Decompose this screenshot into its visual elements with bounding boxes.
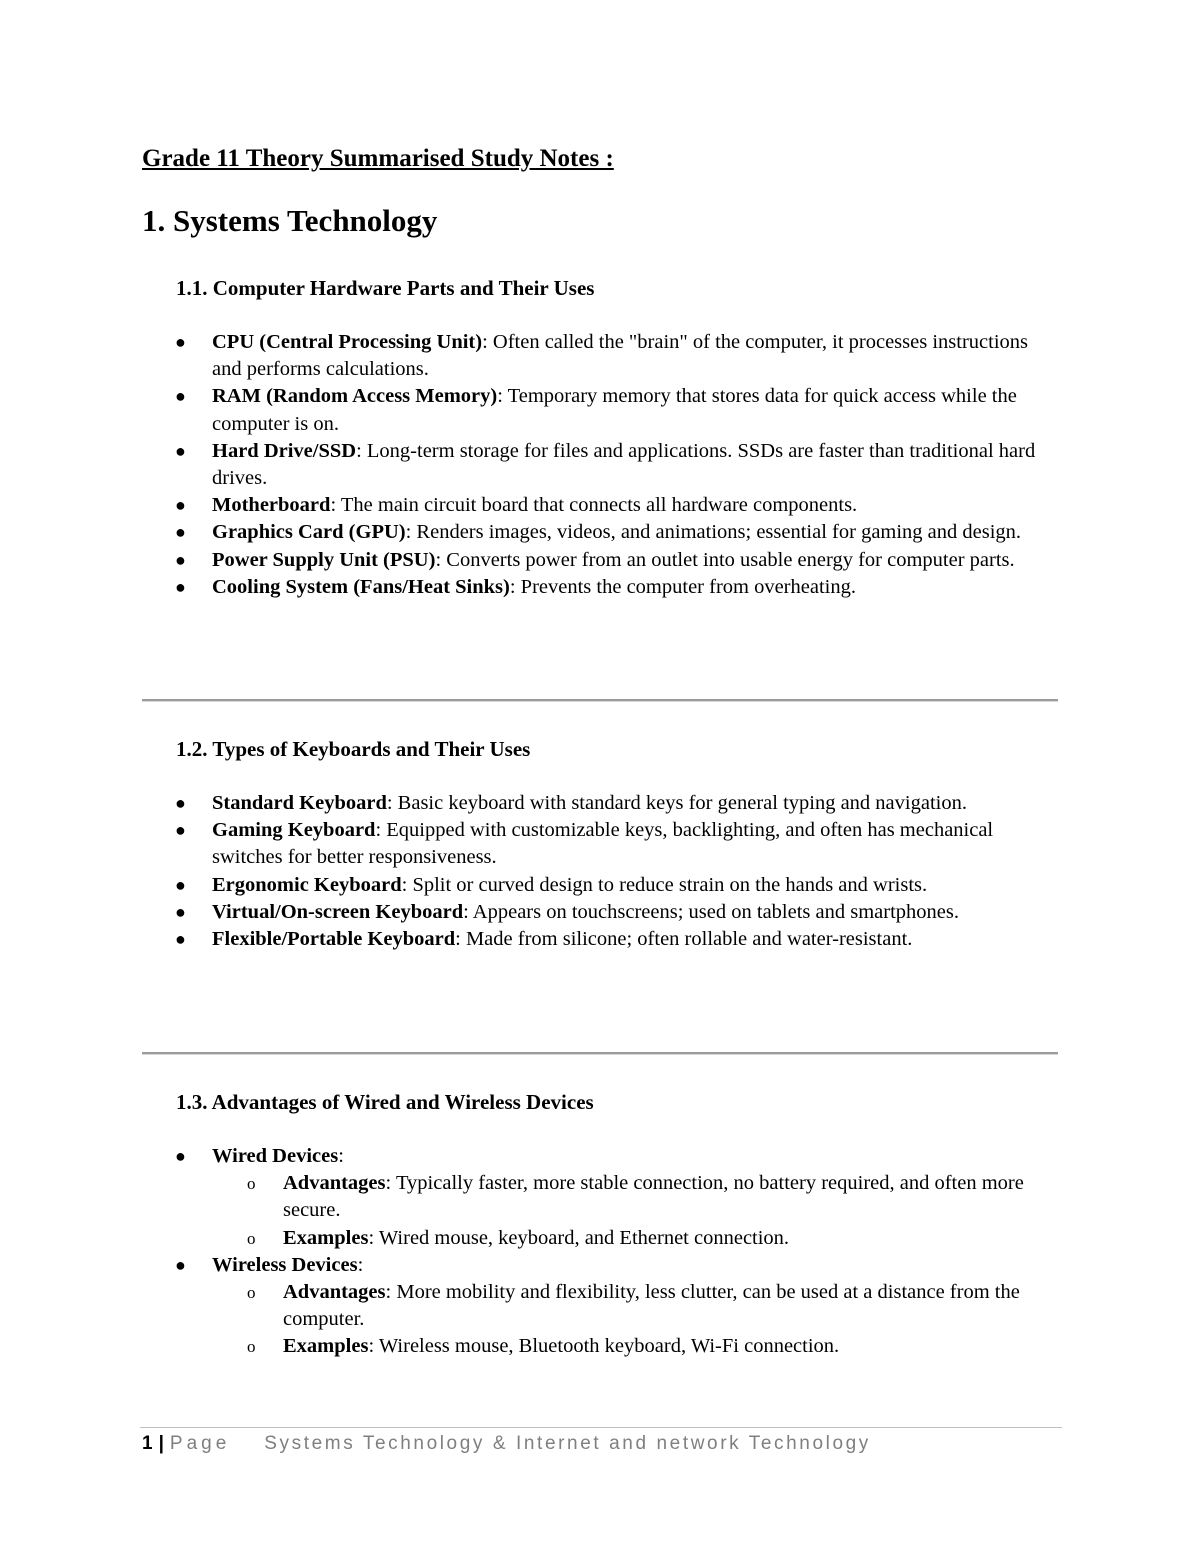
list-item bbox=[0, 492, 1062, 519]
list-item bbox=[0, 329, 1062, 383]
bullet-icon: ● bbox=[175, 1146, 186, 1166]
item-description: : Prevents the computer from overheating. bbox=[509, 575, 856, 598]
bullet-icon: ● bbox=[175, 495, 186, 516]
item-term: Advantages bbox=[283, 1172, 386, 1195]
bullet-icon: ● bbox=[175, 386, 186, 407]
item-term: Wireless Devices bbox=[212, 1253, 358, 1276]
item-description: : Typically faster, more stable connection, no battery required, and often more secure. bbox=[283, 1172, 1024, 1222]
bullet-icon: ● bbox=[175, 522, 186, 543]
item-term: Examples bbox=[283, 1226, 369, 1249]
item-description: : More mobility and flexibility, less clutter, can be used at a distance from the computer. bbox=[283, 1281, 1020, 1331]
item-term: Motherboard bbox=[212, 494, 331, 517]
item-colon: : bbox=[357, 1253, 364, 1276]
sub-list-item bbox=[0, 1225, 1048, 1252]
bullet-icon: ● bbox=[175, 440, 186, 461]
item-colon: : bbox=[338, 1145, 344, 1167]
subsection-title-hardware: 1.1. Computer Hardware Parts and Their Uses bbox=[176, 276, 595, 300]
item-term: Hard Drive/SSD bbox=[212, 439, 357, 462]
bullet-icon: ● bbox=[175, 549, 186, 570]
item-term: Ergonomic Keyboard bbox=[212, 873, 402, 896]
subsection-title-devices: 1.3. Advantages of Wired and Wireless Devices bbox=[176, 1090, 594, 1114]
list-item bbox=[0, 438, 1062, 492]
section-divider bbox=[142, 699, 1058, 702]
list-item bbox=[0, 926, 1062, 953]
bullet-icon: ● bbox=[175, 929, 186, 950]
item-description: : Long-term storage for files and applications. SSDs are faster than traditional hard drives. bbox=[212, 439, 1036, 490]
item-term: Standard Keyboard bbox=[212, 792, 387, 814]
bullet-icon: ● bbox=[175, 874, 186, 895]
devices-list bbox=[0, 1143, 1100, 1361]
list-item bbox=[0, 899, 1062, 926]
item-description: : Split or curved design to reduce strain on the hands and wrists. bbox=[401, 873, 928, 896]
sub-list-item bbox=[0, 1333, 1048, 1360]
circle-bullet-icon: o bbox=[247, 1283, 256, 1303]
item-description: : The main circuit board that connects all hardware components. bbox=[330, 494, 858, 517]
subsection-title-keyboards: 1.2. Types of Keyboards and Their Uses bbox=[176, 737, 531, 761]
item-description: : Converts power from an outlet into usable energy for computer parts. bbox=[435, 548, 1015, 571]
hardware-list bbox=[0, 329, 1100, 601]
item-description: : Basic keyboard with standard keys for general typing and navigation. bbox=[386, 792, 967, 814]
list-item bbox=[0, 872, 1062, 899]
bullet-icon: ● bbox=[175, 820, 186, 841]
item-term: Flexible/Portable Keyboard bbox=[212, 928, 456, 951]
wired-sublist bbox=[0, 1170, 1024, 1252]
footer-text: Systems Technology & Internet and network Technology bbox=[264, 1433, 871, 1454]
list-item-wired bbox=[0, 1143, 1062, 1252]
page-label: Page bbox=[169, 1433, 231, 1454]
item-term: Wired Devices bbox=[212, 1145, 339, 1167]
bullet-icon: ● bbox=[175, 793, 186, 813]
item-term: Power Supply Unit (PSU) bbox=[212, 548, 436, 571]
item-term: CPU (Central Processing Unit) bbox=[212, 331, 483, 353]
item-description: : Wired mouse, keyboard, and Ethernet connection. bbox=[368, 1226, 790, 1249]
keyboards-list bbox=[0, 790, 1100, 953]
list-item bbox=[0, 519, 1062, 546]
list-item bbox=[0, 574, 1062, 601]
item-description: : Made from silicone; often rollable and water-resistant. bbox=[455, 928, 913, 951]
page-number: 1 bbox=[142, 1433, 153, 1454]
item-description: : Renders images, videos, and animations; essential for gaming and design. bbox=[405, 521, 1022, 544]
circle-bullet-icon: o bbox=[247, 1228, 256, 1248]
item-term: Gaming Keyboard bbox=[212, 819, 376, 842]
bullet-icon: ● bbox=[175, 332, 186, 352]
bullet-icon: ● bbox=[175, 1254, 186, 1275]
list-item bbox=[0, 547, 1062, 574]
item-description: : Appears on touchscreens; used on tablets and smartphones. bbox=[463, 900, 959, 923]
sub-list-item bbox=[0, 1170, 1048, 1224]
item-term: Examples bbox=[283, 1335, 369, 1358]
list-item-wireless bbox=[0, 1252, 1062, 1361]
item-term: Cooling System (Fans/Heat Sinks) bbox=[212, 575, 510, 598]
bullet-icon: ● bbox=[175, 576, 186, 597]
item-description: : Often called the "brain" of the computer, it processes instructions and performs calculations. bbox=[212, 331, 1028, 381]
item-term: Virtual/On-screen Keyboard bbox=[212, 900, 464, 923]
section-divider bbox=[142, 1052, 1058, 1055]
item-term: RAM (Random Access Memory) bbox=[212, 385, 498, 408]
list-item bbox=[0, 383, 1062, 437]
item-description: : Equipped with customizable keys, backlighting, and often has mechanical switches for better responsiveness. bbox=[212, 819, 994, 869]
sub-list-item bbox=[0, 1279, 1048, 1333]
item-term: Graphics Card (GPU) bbox=[212, 521, 406, 544]
bullet-icon: ● bbox=[175, 901, 186, 922]
circle-bullet-icon: o bbox=[247, 1337, 256, 1357]
item-description: : Temporary memory that stores data for quick access while the computer is on. bbox=[212, 385, 1017, 435]
page-footer bbox=[142, 1431, 871, 1457]
item-term: Advantages bbox=[283, 1281, 386, 1304]
footer-separator: | bbox=[158, 1433, 164, 1454]
document-title: Grade 11 Theory Summarised Study Notes : bbox=[142, 145, 614, 172]
section-title: 1. Systems Technology bbox=[142, 203, 438, 238]
item-description: : Wireless mouse, Bluetooth keyboard, Wi-Fi connection. bbox=[368, 1335, 840, 1358]
circle-bullet-icon: o bbox=[247, 1174, 256, 1194]
list-item bbox=[0, 790, 1062, 817]
footer-divider bbox=[140, 1427, 1062, 1428]
wireless-sublist bbox=[0, 1279, 1020, 1361]
list-item bbox=[0, 817, 1062, 871]
